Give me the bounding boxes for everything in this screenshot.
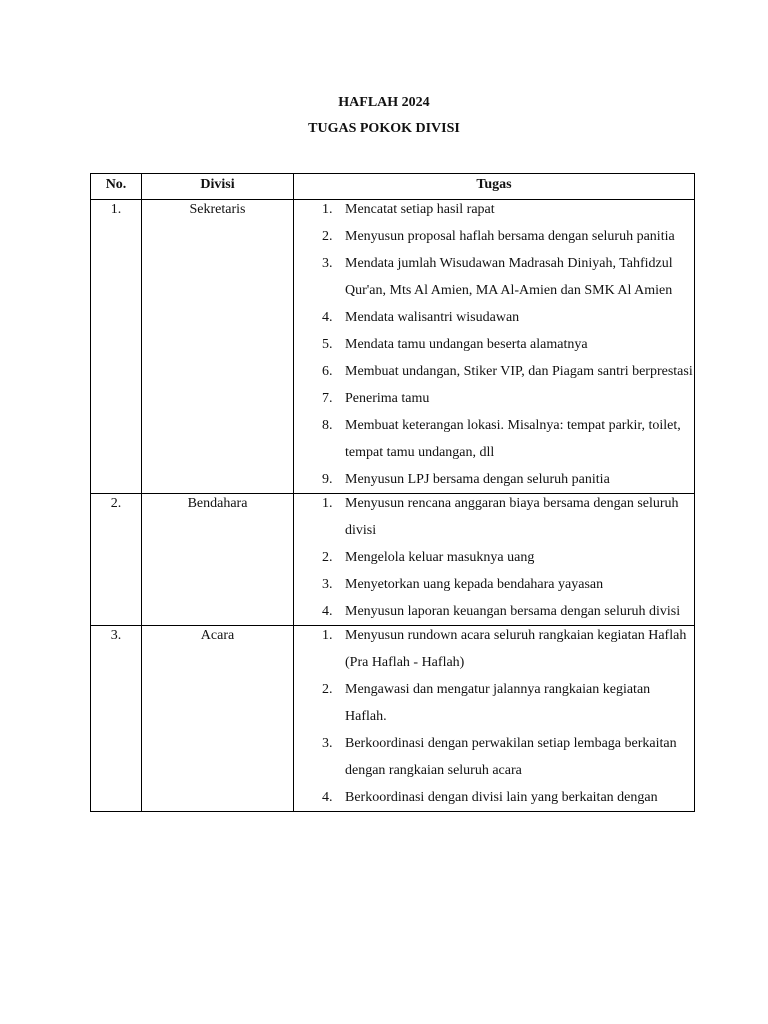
task-text: Membuat keterangan lokasi. Misalnya: tempat parkir, toilet, tempat tamu undangan, dll — [345, 418, 681, 460]
task-item — [294, 304, 694, 331]
task-number: 2. — [322, 550, 333, 565]
table-row — [91, 626, 695, 812]
task-item — [294, 784, 694, 811]
task-text: Menyusun rundown acara seluruh rangkaian kegiatan Haflah (Pra Haflah - Haflah) — [345, 628, 687, 670]
task-item — [294, 571, 694, 598]
task-number: 9. — [322, 472, 333, 487]
division-tasks-table — [90, 173, 695, 812]
task-number: 3. — [322, 577, 333, 592]
task-number: 1. — [322, 202, 333, 217]
task-number: 8. — [322, 418, 333, 433]
task-number: 6. — [322, 364, 333, 379]
task-text: Mengelola keluar masuknya uang — [345, 550, 535, 565]
task-item — [294, 490, 694, 544]
task-item — [294, 223, 694, 250]
cell-divisi: Bendahara — [142, 494, 294, 626]
document-subtitle: TUGAS POKOK DIVISI — [308, 121, 460, 136]
task-text: Mendata jumlah Wisudawan Madrasah Diniyah, Tahfidzul Qur'an, Mts Al Amien, MA Al-Amien dan SMK Al Amien — [345, 256, 673, 298]
task-item — [294, 250, 694, 304]
task-text: Penerima tamu — [345, 391, 430, 406]
task-number: 2. — [322, 229, 333, 244]
task-text: Menyusun LPJ bersama dengan seluruh panitia — [345, 472, 610, 487]
task-text: Mencatat setiap hasil rapat — [345, 202, 495, 217]
task-item — [294, 412, 694, 466]
header-divisi: Divisi — [142, 174, 294, 200]
task-item — [294, 466, 694, 493]
cell-divisi: Sekretaris — [142, 200, 294, 494]
cell-tugas — [294, 626, 695, 812]
task-list — [294, 196, 694, 493]
task-item — [294, 196, 694, 223]
cell-no: 2. — [91, 494, 142, 626]
task-number: 1. — [322, 628, 333, 643]
task-item — [294, 358, 694, 385]
task-text: Membuat undangan, Stiker VIP, dan Piagam santri berprestasi — [345, 364, 693, 379]
task-item — [294, 544, 694, 571]
document-title: HAFLAH 2024 — [338, 95, 430, 110]
task-number: 4. — [322, 310, 333, 325]
task-number: 1. — [322, 496, 333, 511]
task-number: 4. — [322, 604, 333, 619]
task-text: Berkoordinasi dengan divisi lain yang berkaitan dengan — [345, 790, 658, 805]
cell-no: 1. — [91, 200, 142, 494]
task-number: 5. — [322, 337, 333, 352]
cell-divisi: Acara — [142, 626, 294, 812]
task-item — [294, 676, 694, 730]
task-number: 3. — [322, 256, 333, 271]
header-tugas: Tugas — [294, 174, 695, 200]
task-number: 4. — [322, 790, 333, 805]
cell-no: 3. — [91, 626, 142, 812]
task-item — [294, 622, 694, 676]
task-text: Menyusun laporan keuangan bersama dengan seluruh divisi — [345, 604, 681, 619]
task-item — [294, 598, 694, 625]
task-text: Mengawasi dan mengatur jalannya rangkaian kegiatan Haflah. — [345, 682, 651, 724]
task-text: Mendata tamu undangan beserta alamatnya — [345, 337, 588, 352]
task-number: 3. — [322, 736, 333, 751]
cell-tugas — [294, 200, 695, 494]
table-row — [91, 494, 695, 626]
task-text: Menyusun proposal haflah bersama dengan seluruh panitia — [345, 229, 675, 244]
task-item — [294, 730, 694, 784]
table-row — [91, 200, 695, 494]
task-list — [294, 622, 694, 811]
task-text: Mendata walisantri wisudawan — [345, 310, 520, 325]
task-number: 2. — [322, 682, 333, 697]
task-list — [294, 490, 694, 625]
task-text: Berkoordinasi dengan perwakilan setiap lembaga berkaitan dengan rangkaian seluruh acara — [345, 736, 677, 778]
header-no: No. — [91, 174, 142, 200]
task-text: Menyusun rencana anggaran biaya bersama dengan seluruh divisi — [345, 496, 679, 538]
cell-tugas — [294, 494, 695, 626]
task-item — [294, 385, 694, 412]
task-item — [294, 331, 694, 358]
task-number: 7. — [322, 391, 333, 406]
task-text: Menyetorkan uang kepada bendahara yayasan — [345, 577, 604, 592]
